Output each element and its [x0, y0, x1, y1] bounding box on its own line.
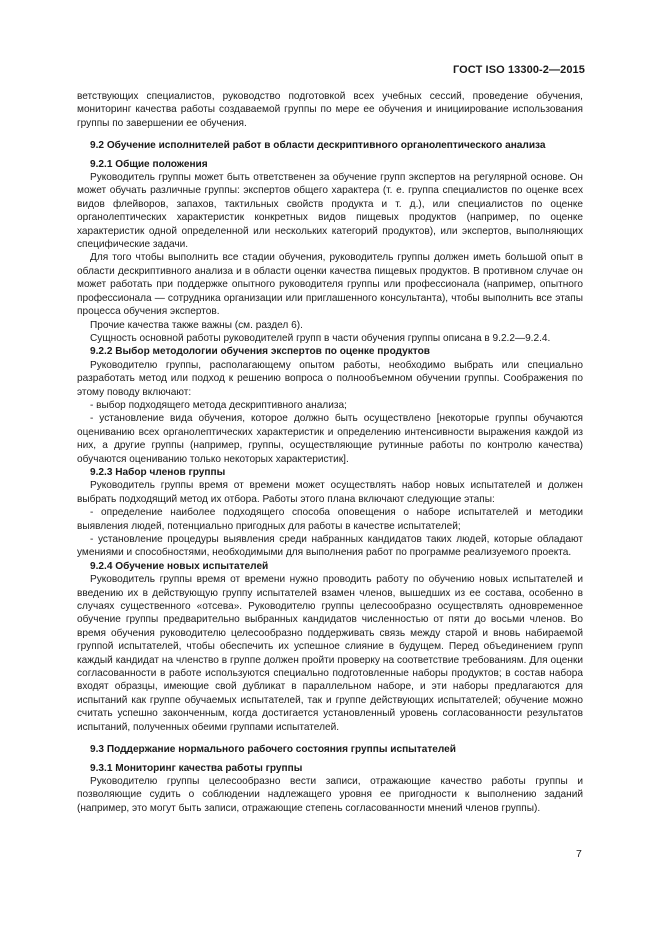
paragraph: Для того чтобы выполнить все стадии обучения, руководитель группы должен иметь большой опыт в области дескриптивного анализа и в области оценки качества пищевых продуктов. В противном случае он может работать при поддержке опытного руководителя группы или профессионала (например, опытного профессионала — сотрудника организации или приглашенного консультанта), чтобы выполнить все этапы процесса обучения экспертов.: [77, 252, 583, 318]
subsection-heading: 9.3.1 Мониторинг качества работы группы: [90, 762, 303, 774]
paragraph: Сущность основной работы руководителей групп в части обучения группы описана в 9.2.2—9.2.4.: [90, 332, 551, 344]
paragraph: - определение наиболее подходящего способа оповещения о наборе испытателей и методики выявления людей, потенциально пригодных для работы в качестве испытателей;: [77, 507, 583, 532]
document-body: [77, 90, 583, 815]
paragraph: Руководитель группы время от времени нужно проводить работу по обучению новых испытателей и введению их в действующую группу испытателей взамен членов, вышедших из ее состава, особенно в случаях существенного «отсева». Руководителю группы целесообразно осуществлять одновременное обучение группы предварительно выбранных кандидатов численностью от пяти до восьми членов. Во время обучения руководителю целесообразно поддерживать связь между старой и вновь набираемой группой испытателей, чтобы обеспечить их успешное слияние в будущем. Перед объединением групп каждый кандидат на членство в группе должен пройти проверку на соответствие требованиям. Для оценки согласованности в работе используются специально подготовленные наборы продуктов; в состав набора входят образцы, имеющие свой дубликат в параллельном наборе, и эти наборы предлагаются для испытаний как группе обучаемых испытателей, так и группе действующих испытателей; обучение можно считать успешно законченным, когда достигается установленный уровень согласованности результатов испытаний, полученных обеими группами испытателей.: [77, 574, 583, 733]
paragraph: Руководитель группы может быть ответственен за обучение групп экспертов на регулярной основе. Он может обучать различные группы: экспертов общего характера (т. е. группа специалистов по оценке всех видов флейворов, запахов, тактильных свойств продукта и т. д.), или специалистов по оценке органолептических характеристик конкретных видов пищевых продуктов (например, по оценке характеристик одной определенной или нескольких категорий продуктов), или экспертов, выполняющих специфические задачи.: [77, 172, 583, 251]
page-number: 7: [576, 848, 582, 860]
subsection-heading: 9.2.1 Общие положения: [90, 158, 208, 170]
subsection-heading: 9.2.3 Набор членов группы: [90, 466, 226, 478]
paragraph: Прочие качества также важны (см. раздел 6).: [90, 319, 303, 331]
subsection-heading: 9.2.4 Обучение новых испытателей: [90, 560, 269, 572]
paragraph: - выбор подходящего метода дескриптивного анализа;: [90, 399, 347, 411]
paragraph: - установление вида обучения, которое должно быть осуществлено [некоторые группы обучаются оцениванию всех органолептических характеристик и определению интенсивности выражения каждой из них, а другие группы (например, группы, осуществляющие рутинные работы по контролю качества) обучаются оцениванию только некоторых характеристик].: [77, 413, 583, 465]
paragraph: - установление процедуры выявления среди набранных кандидатов таких людей, которые обладают умениями и способностями, необходимыми для выполнения работ по программе реализуемого проекта.: [77, 534, 583, 559]
subsection-heading: 9.2.2 Выбор методологии обучения экспертов по оценке продуктов: [90, 346, 430, 358]
section-heading: 9.3 Поддержание нормального рабочего состояния группы испытателей: [90, 744, 457, 756]
standard-header: ГОСТ ISO 13300-2—2015: [452, 64, 585, 76]
section-heading: 9.2 Обучение исполнителей работ в области дескриптивного органолептического анализа: [90, 140, 546, 152]
paragraph: ветствующих специалистов, руководство подготовкой всех учебных сессий, проведение обучения, мониторинг качества работы создаваемой группы по мере ее обучения и инициирование использования группы по завершении ее обучения.: [77, 91, 583, 129]
paragraph: Руководителю группы целесообразно вести записи, отражающие качество работы группы и позволяющие судить о соблюдении надлежащего уровня ее пригодности к выполнению заданий (например, это могут быть записи, отражающие степень согласованности мнений членов группы).: [77, 775, 583, 814]
paragraph: Руководитель группы время от времени может осуществлять набор новых испытателей и должен выбрать подходящий метод их отбора. Работы этого плана включают следующие этапы:: [77, 480, 583, 505]
paragraph: Руководителю группы, располагающему опытом работы, необходимо выбрать или специально разработать метод или подход к решению вопроса о полнообъемном обучении группы. Соображения по этому поводу включают:: [77, 359, 583, 398]
